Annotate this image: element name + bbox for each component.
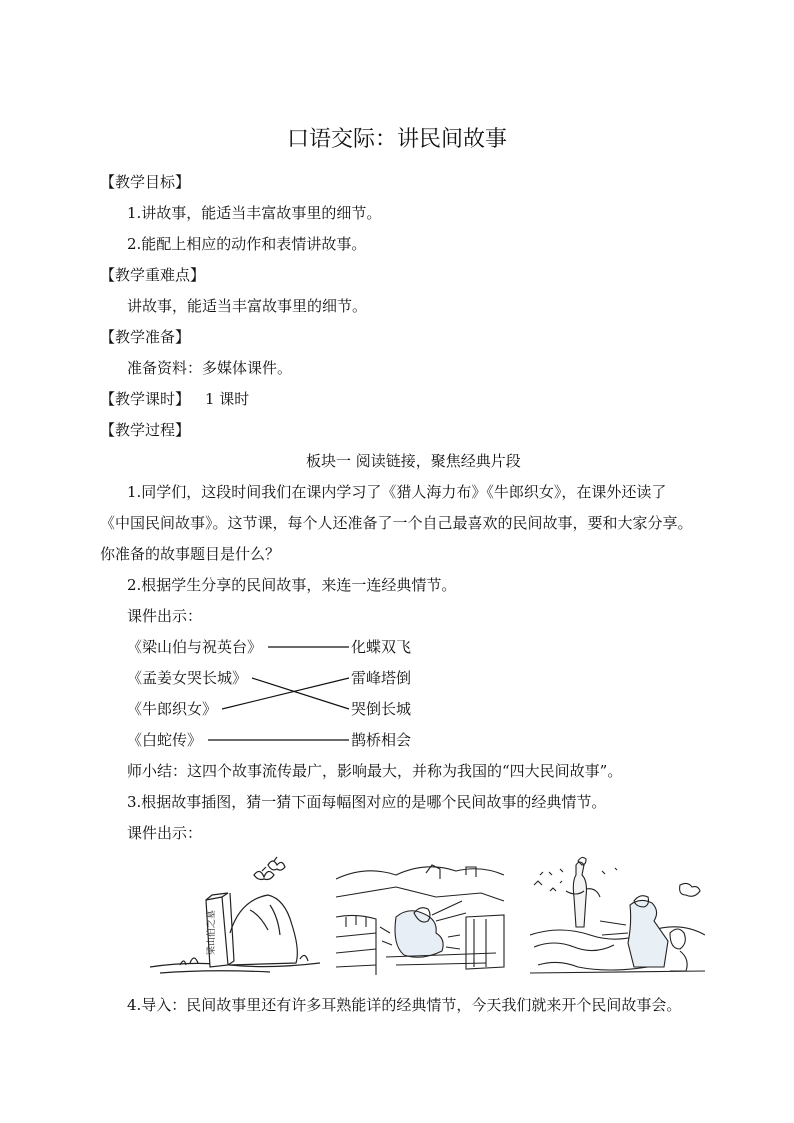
key-points-heading: 【教学重难点】 — [100, 266, 206, 284]
preparation-text: 准备资料：多媒体课件。 — [127, 359, 293, 377]
paragraph-3: 3.根据故事插图，猜一猜下面每幅图对应的是哪个民间故事的经典情节。 — [127, 793, 607, 811]
match-line-3 — [222, 678, 349, 709]
paragraph-1-line-1: 1.同学们，这段时间我们在课内学习了《猎人海力布》《牛郎织女》，在课外还读了 — [127, 483, 667, 501]
illustration-butterfly-tomb — [150, 855, 320, 980]
match-right-1: 化蝶双飞 — [351, 638, 412, 656]
page-title: 口语交际：讲民间故事 — [286, 127, 507, 152]
tombstone-inscription: 梁山伯之墓 — [206, 909, 216, 955]
courseware-label-2: 课件出示： — [127, 824, 203, 842]
class-hours-heading: 【教学课时】 — [100, 390, 191, 408]
match-right-2: 雷峰塔倒 — [351, 669, 412, 687]
goal-2: 2.能配上相应的动作和表情讲故事。 — [127, 235, 367, 253]
match-left-1: 《梁山伯与祝英台》 — [127, 638, 263, 656]
match-left-2: 《孟姜女哭长城》 — [127, 669, 248, 687]
match-right-3: 哭倒长城 — [351, 700, 412, 718]
paragraph-1-line-3: 你准备的故事题目是什么？ — [100, 545, 281, 563]
illustration-white-snake — [530, 855, 705, 977]
summary: 师小结：这四个故事流传最广，影响最大，并称为我国的“四大民间故事”。 — [127, 762, 623, 780]
match-left-3: 《牛郎织女》 — [127, 700, 218, 718]
match-right-4: 鹊桥相会 — [351, 731, 412, 749]
courseware-label-1: 课件出示： — [127, 607, 203, 625]
illustration-great-wall — [336, 857, 506, 975]
block-title: 板块一 阅读链接，聚焦经典片段 — [306, 452, 521, 470]
match-left-4: 《白蛇传》 — [127, 731, 203, 749]
paragraph-2: 2.根据学生分享的民间故事，来连一连经典情节。 — [127, 576, 457, 594]
paragraph-4: 4.导入：民间故事里还有许多耳熟能详的经典情节，今天我们就来开个民间故事会。 — [127, 996, 682, 1014]
process-heading: 【教学过程】 — [100, 421, 191, 439]
class-hours-text: 1 课时 — [205, 390, 250, 408]
goal-1: 1.讲故事，能适当丰富故事里的细节。 — [127, 204, 382, 222]
goals-heading: 【教学目标】 — [100, 173, 191, 191]
paragraph-1-line-2: 《中国民间故事》。这节课，每个人还准备了一个自己最喜欢的民间故事，要和大家分享。 — [100, 514, 693, 532]
preparation-heading: 【教学准备】 — [100, 328, 191, 346]
match-line-2 — [252, 678, 349, 709]
key-points-text: 讲故事，能适当丰富故事里的细节。 — [127, 297, 368, 315]
